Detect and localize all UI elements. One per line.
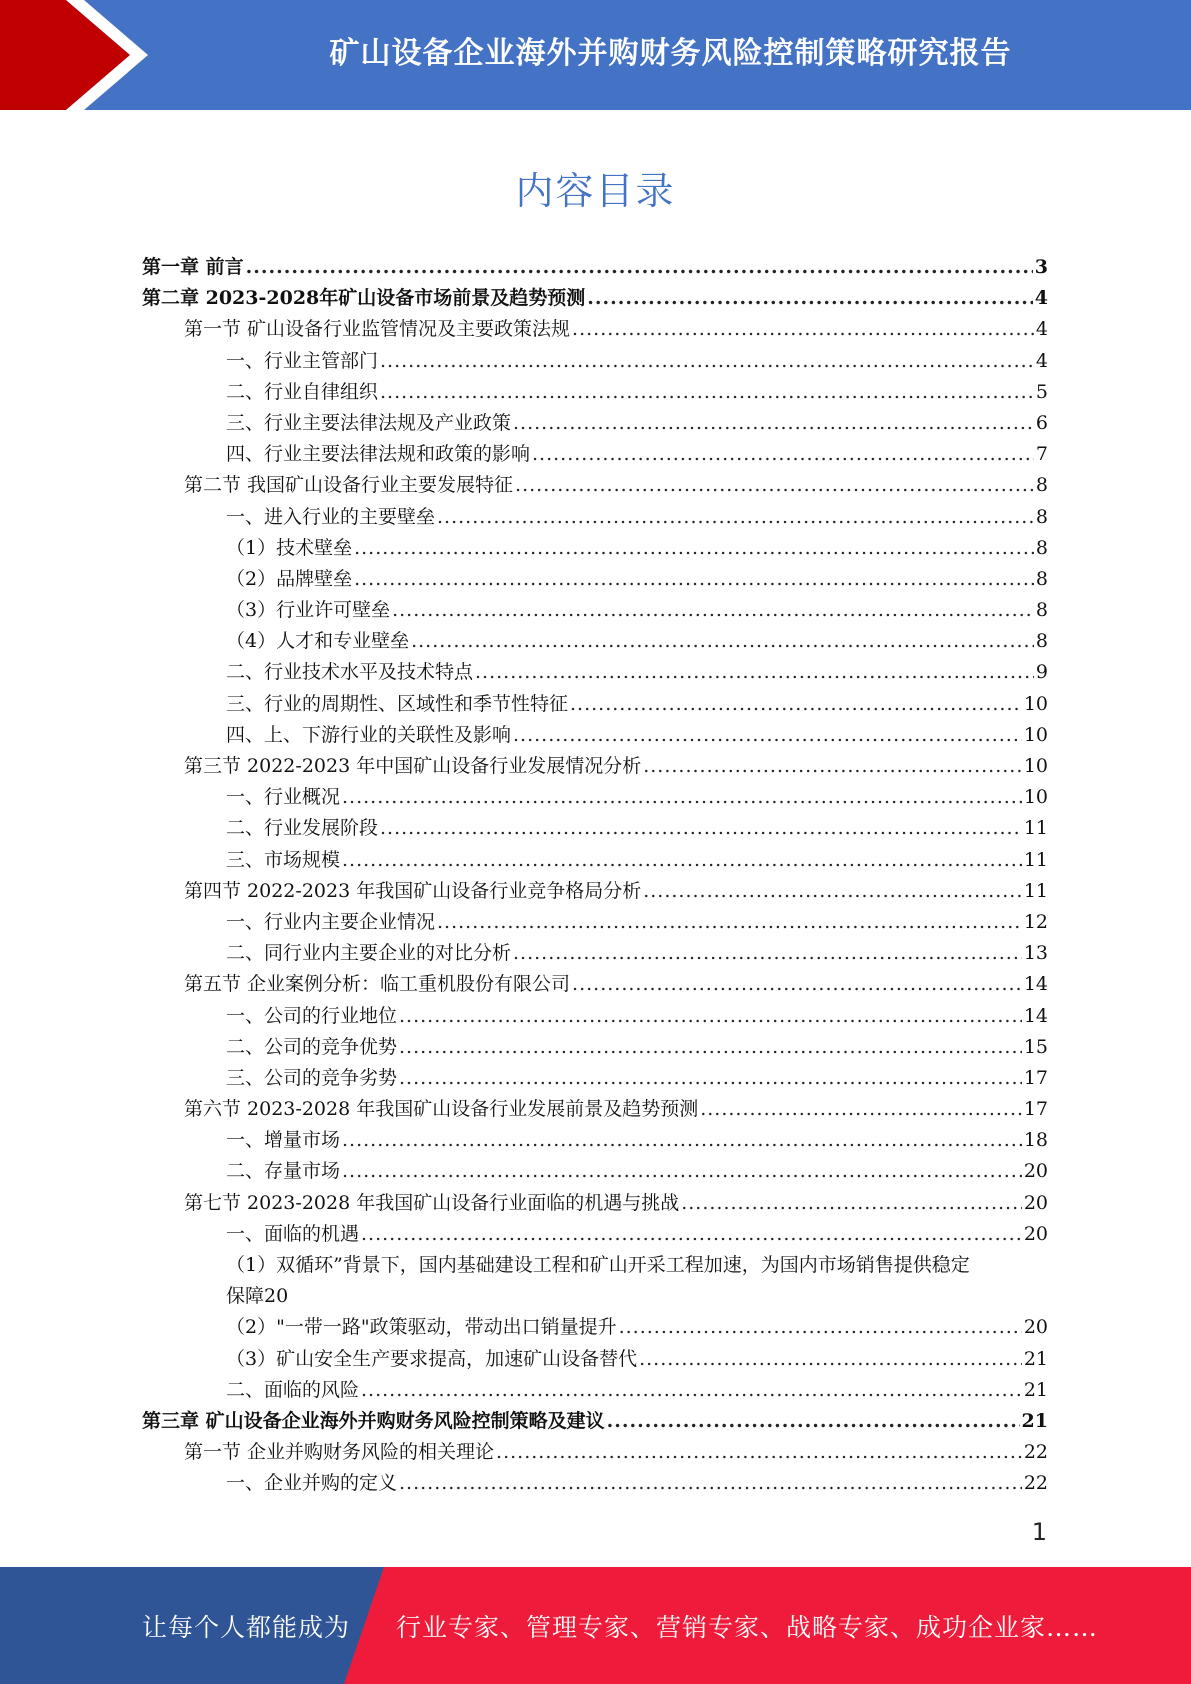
toc-entry[interactable] xyxy=(142,907,1048,938)
leader-dots xyxy=(399,1001,1022,1032)
toc-entry-page: 8 xyxy=(1035,474,1048,497)
leader-dots xyxy=(681,1188,1022,1219)
toc-entry-text: 二、存量市场 xyxy=(226,1160,341,1183)
toc-entry-text: 四、行业主要法律法规和政策的影响 xyxy=(226,443,531,466)
toc-entry[interactable] xyxy=(142,1344,1048,1375)
leader-dots xyxy=(361,1375,1022,1406)
toc-entry[interactable] xyxy=(142,657,1048,688)
toc-entry-page: 14 xyxy=(1023,973,1048,996)
header-banner xyxy=(0,0,1191,110)
toc-entry-text: 第一节 企业并购财务风险的相关理论 xyxy=(184,1441,495,1464)
toc-entry-page: 21 xyxy=(1023,1347,1048,1370)
toc-entry[interactable] xyxy=(142,1156,1048,1187)
leader-dots xyxy=(643,876,1022,907)
toc-entry-wrapped[interactable] xyxy=(142,1250,1048,1312)
toc-entry[interactable] xyxy=(142,408,1048,439)
toc-entry-page: 8 xyxy=(1035,536,1048,559)
toc-entry-page: 4 xyxy=(1035,349,1048,372)
toc-entry-page: 9 xyxy=(1035,661,1048,684)
leader-dots xyxy=(639,1344,1022,1375)
toc-entry-text: 一、行业内主要企业情况 xyxy=(226,910,436,933)
toc-heading: 内容目录 xyxy=(515,169,676,213)
toc-entry-page: 3 xyxy=(1034,256,1048,278)
leader-dots xyxy=(392,595,1034,626)
toc-entry-text: 第二节 我国矿山设备行业主要发展特征 xyxy=(184,474,514,497)
toc-entry-text: 第三节 2022-2023 年中国矿山设备行业发展情况分析 xyxy=(184,755,642,777)
toc-entry[interactable] xyxy=(142,845,1048,876)
leader-dots xyxy=(342,782,1022,813)
toc-entry-text: 第五节 企业案例分析：临工重机股份有限公司 xyxy=(184,973,571,996)
leader-dots xyxy=(587,283,1033,314)
toc-entry-text: 二、行业发展阶段 xyxy=(226,817,379,840)
toc-entry[interactable] xyxy=(142,782,1048,813)
toc-entry-text: 一、行业主管部门 xyxy=(226,349,379,372)
leader-dots xyxy=(572,314,1034,345)
toc-entry-page: 18 xyxy=(1023,1129,1048,1152)
toc-entry-text: 一、进入行业的主要壁垒 xyxy=(226,505,436,528)
toc-entry[interactable] xyxy=(142,1032,1048,1063)
leader-dots xyxy=(354,564,1034,595)
toc-entry[interactable] xyxy=(142,1063,1048,1094)
toc-entry-page: 20 xyxy=(264,1285,289,1308)
toc-entry-page: 4 xyxy=(1034,287,1048,310)
toc-entry-page: 8 xyxy=(1035,567,1048,590)
toc-entry-page: 11 xyxy=(1023,817,1048,840)
toc-entry-text: 一、公司的行业地位 xyxy=(226,1004,398,1027)
leader-dots xyxy=(342,1156,1022,1187)
toc-entry[interactable] xyxy=(142,1468,1048,1499)
leader-dots xyxy=(342,1125,1022,1156)
toc-entry-text: 一、增量市场 xyxy=(226,1129,341,1152)
leader-dots xyxy=(513,720,1022,751)
toc-entry-text: 一、行业概况 xyxy=(226,786,341,809)
toc-entry-page: 14 xyxy=(1023,1004,1048,1027)
toc-entry[interactable] xyxy=(142,1375,1048,1406)
toc-entry-page: 21 xyxy=(1023,1378,1048,1401)
toc-entry[interactable] xyxy=(142,626,1048,657)
leader-dots xyxy=(380,377,1034,408)
toc-entry-text: 第一章 前言 xyxy=(142,256,244,278)
toc-entry[interactable] xyxy=(142,876,1048,907)
leader-dots xyxy=(513,938,1022,969)
leader-dots xyxy=(380,346,1034,377)
toc-entry-text: （4）人才和专业壁垒 xyxy=(226,630,410,653)
leader-dots xyxy=(570,689,1022,720)
report-title: 矿山设备企业海外并购财务风险控制策略研究报告 xyxy=(329,36,1012,71)
toc-entry-page: 20 xyxy=(1023,1222,1048,1245)
leader-dots xyxy=(246,252,1033,283)
toc-entry-page: 13 xyxy=(1023,942,1048,965)
toc-entry[interactable] xyxy=(142,1312,1048,1343)
toc-entry-page: 20 xyxy=(1023,1160,1048,1183)
toc-entry-text: 三、行业主要法律法规及产业政策 xyxy=(226,411,512,434)
toc-entry-page: 10 xyxy=(1023,692,1048,715)
toc-entry-page: 8 xyxy=(1035,630,1048,653)
toc-entry-page: 22 xyxy=(1023,1472,1048,1495)
toc-entry-text: 第七节 2023-2028 年我国矿山设备行业面临的机遇与挑战 xyxy=(184,1191,680,1214)
toc-entry[interactable] xyxy=(142,969,1048,1000)
toc-entry-text: 二、面临的风险 xyxy=(226,1378,360,1401)
footer-slogan-right: 行业专家、管理专家、营销专家、战略专家、成功企业家…… xyxy=(396,1612,1099,1642)
toc-entry-text: （3）矿山安全生产要求提高，加速矿山设备替代 xyxy=(226,1347,638,1370)
toc-entry-page: 11 xyxy=(1023,848,1048,871)
leader-dots xyxy=(643,751,1022,782)
leader-dots xyxy=(496,1437,1022,1468)
toc-entry-page: 4 xyxy=(1035,318,1048,341)
toc-entry[interactable] xyxy=(142,595,1048,626)
toc-entry-text: 一、企业并购的定义 xyxy=(226,1472,398,1495)
toc-entry-text: （2）品牌壁垒 xyxy=(226,567,353,590)
toc-entry-text: 第四节 2022-2023 年我国矿山设备行业竞争格局分析 xyxy=(184,879,642,902)
toc-entry-text: 二、同行业内主要企业的对比分析 xyxy=(226,942,512,965)
leader-dots xyxy=(700,1094,1022,1125)
toc-entry[interactable] xyxy=(142,813,1048,844)
toc-entry-text: （3）行业许可壁垒 xyxy=(226,599,391,622)
toc-entry[interactable] xyxy=(142,470,1048,501)
toc-entry-page: 21 xyxy=(1021,1409,1048,1432)
leader-dots xyxy=(399,1063,1022,1094)
toc-entry-text: 第一节 矿山设备行业监管情况及主要政策法规 xyxy=(184,318,571,341)
toc-entry-page: 12 xyxy=(1023,910,1048,933)
toc-entry-page: 8 xyxy=(1035,599,1048,622)
toc-entry-page: 20 xyxy=(1023,1316,1048,1339)
toc-entry-text: 一、面临的机遇 xyxy=(226,1222,360,1245)
toc-entry-page: 10 xyxy=(1023,755,1048,777)
toc-entry[interactable] xyxy=(142,252,1048,283)
toc-entry-page: 6 xyxy=(1035,411,1048,434)
toc-entry[interactable] xyxy=(142,1094,1048,1125)
toc-entry[interactable] xyxy=(142,346,1048,377)
leader-dots xyxy=(342,845,1022,876)
toc-entry-page: 17 xyxy=(1023,1066,1048,1089)
toc-entry[interactable] xyxy=(142,439,1048,470)
toc-entry-page: 7 xyxy=(1035,443,1048,466)
toc-entry[interactable] xyxy=(142,502,1048,533)
toc-entry-page: 8 xyxy=(1035,505,1048,528)
leader-dots xyxy=(475,657,1034,688)
toc-entry[interactable] xyxy=(142,689,1048,720)
toc-entry-page: 5 xyxy=(1035,380,1048,403)
toc-entry-text: 三、行业的周期性、区域性和季节性特征 xyxy=(226,692,569,715)
toc-entry-page: 10 xyxy=(1023,723,1048,746)
toc-entry[interactable] xyxy=(142,720,1048,751)
toc-entry-text: 二、公司的竞争优势 xyxy=(226,1035,398,1058)
toc-entry[interactable] xyxy=(142,533,1048,564)
toc-entry-text: 第三章 矿山设备企业海外并购财务风险控制策略及建议 xyxy=(142,1409,605,1432)
toc-entry[interactable] xyxy=(142,1406,1048,1437)
leader-dots xyxy=(513,408,1034,439)
toc-entry-text: 三、市场规模 xyxy=(226,848,341,871)
toc-entry-text: （1）技术壁垒 xyxy=(226,536,353,559)
toc-entry[interactable] xyxy=(142,1219,1048,1250)
toc-entry[interactable] xyxy=(142,283,1048,314)
leader-dots xyxy=(437,907,1022,938)
toc-entry-text: 第六节 2023-2028 年我国矿山设备行业发展前景及趋势预测 xyxy=(184,1098,699,1121)
leader-dots xyxy=(411,626,1034,657)
toc-entry-text: 二、行业技术水平及技术特点 xyxy=(226,661,474,684)
toc-entry-page: 17 xyxy=(1023,1098,1048,1121)
toc-entry-text: 三、公司的竞争劣势 xyxy=(226,1066,398,1089)
leader-dots xyxy=(361,1219,1022,1250)
toc-entry-page: 10 xyxy=(1023,786,1048,809)
toc-entry-text: 二、行业自律组织 xyxy=(226,380,379,403)
toc-entry-page: 11 xyxy=(1023,879,1048,902)
toc-entry-text: 四、上、下游行业的关联性及影响 xyxy=(226,723,512,746)
toc-entry-text-line1: （1）双循环”背景下，国内基础建设工程和矿山开采工程加速，为国内市场销售提供稳定 xyxy=(226,1254,970,1276)
footer-slogan-left: 让每个人都能成为 xyxy=(142,1612,351,1642)
toc-entry-page: 22 xyxy=(1023,1441,1048,1464)
leader-dots xyxy=(399,1468,1022,1499)
leader-dots xyxy=(399,1032,1022,1063)
leader-dots xyxy=(380,813,1022,844)
leader-dots xyxy=(572,969,1022,1000)
leader-dots xyxy=(619,1312,1022,1343)
toc-entry[interactable] xyxy=(142,751,1048,782)
toc-entry[interactable] xyxy=(142,564,1048,595)
toc-entry[interactable] xyxy=(142,1125,1048,1156)
toc-entry[interactable] xyxy=(142,1001,1048,1032)
leader-dots xyxy=(354,533,1034,564)
toc-entry[interactable] xyxy=(142,938,1048,969)
toc-entry-text: （2）"一带一路"政策驱动，带动出口销量提升 xyxy=(226,1316,617,1339)
toc-entry[interactable] xyxy=(142,1188,1048,1219)
toc-entry-text-line2: 保障 xyxy=(226,1285,265,1308)
leader-dots xyxy=(437,502,1034,533)
leader-dots xyxy=(607,1406,1020,1437)
toc-entry[interactable] xyxy=(142,1437,1048,1468)
toc-entry[interactable] xyxy=(142,377,1048,408)
leader-dots xyxy=(532,439,1034,470)
footer-banner xyxy=(0,1567,1191,1684)
toc-entry-page: 15 xyxy=(1023,1035,1048,1058)
toc-entry-page: 20 xyxy=(1023,1191,1048,1214)
toc-entry[interactable] xyxy=(142,314,1048,345)
toc-entry-text: 第二章 2023-2028年矿山设备市场前景及趋势预测 xyxy=(142,287,586,310)
leader-dots xyxy=(515,470,1034,501)
page-number: 1 xyxy=(1031,1518,1047,1546)
table-of-contents xyxy=(142,252,1048,1500)
